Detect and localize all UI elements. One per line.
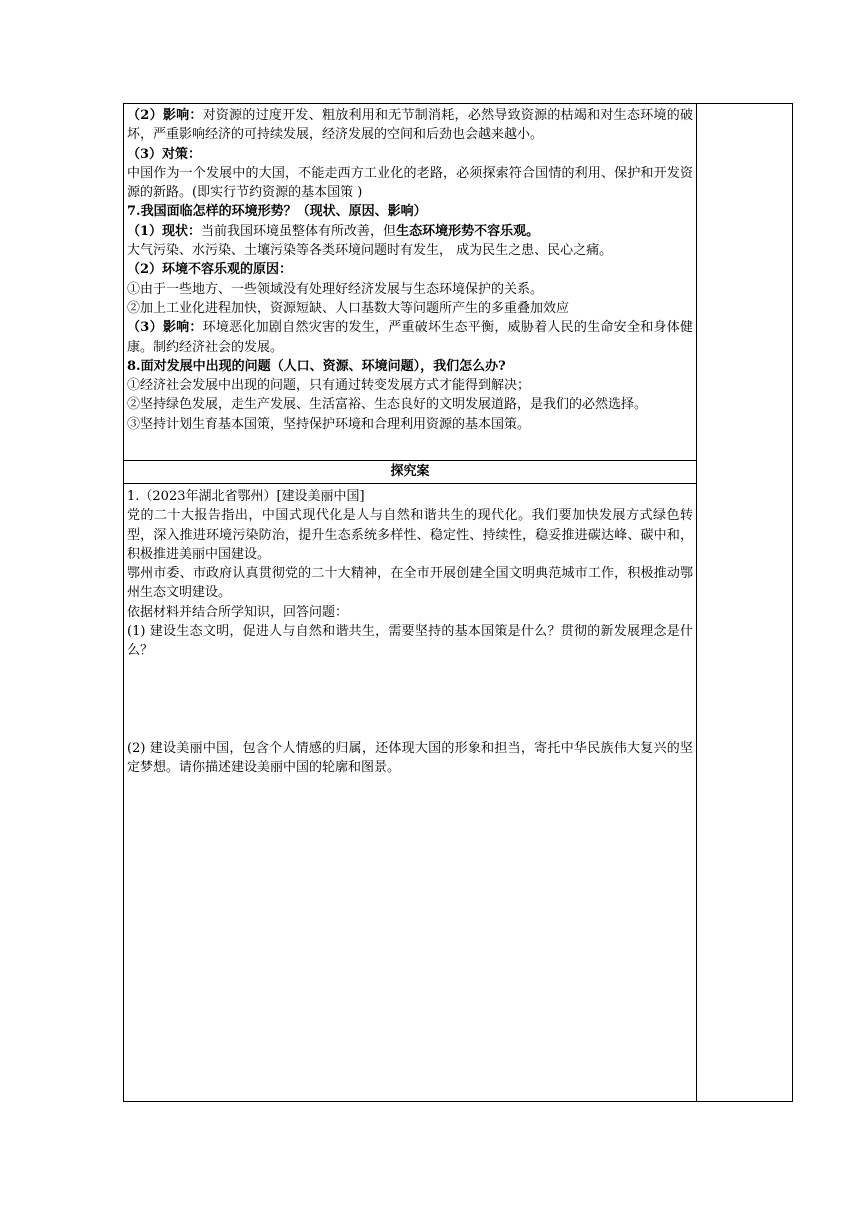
answer-item-2: ②坚持绿色发展，走生产发展、生活富裕、生态良好的文明发展道路，是我们的必然选择。 — [127, 397, 648, 413]
question-1: (1) 建设生态文明，促进人与自然和谐共生，需要坚持的基本国策是什么？贯彻的新发展理念是什么？ — [127, 624, 693, 659]
knowledge-cell — [127, 106, 693, 434]
side-column-divider — [696, 104, 697, 1101]
instruction-text: 依据材料并结合所学知识，回答问题： — [127, 604, 349, 620]
answer-space-1 — [127, 661, 693, 739]
section-header: 探究案 — [390, 464, 430, 479]
material-paragraph-1: 党的二十大报告指出，中国式现代化是人与自然和谐共生的现代化。我们要加快发展方式绿色转型，深入推进环境污染防治，提升生态系统多样性、稳定性、持续性，稳妥推进碳达峰、碳中和，积极推进美丽中国建设。 — [127, 508, 693, 562]
inquiry-title: 1.（2023年湖北省鄂州）[建设美丽中国] — [127, 489, 365, 504]
reason-item-2: ②加上工业化进程加快，资源短缺、人口基数大等问题所产生的多重叠加效应 — [127, 300, 570, 316]
row-divider — [124, 483, 696, 484]
material-paragraph-2: 鄂州市委、市政府认真贯彻党的二十大精神，在全市开展创建全国文明典范城市工作，积极推动鄂州生态文明建设。 — [127, 566, 693, 601]
worksheet-table — [123, 103, 793, 1102]
question-7: 7.我国面临怎样的环境形势？（现状、原因、影响） — [127, 204, 427, 220]
answer-item-3: ③坚持计划生育基本国策，坚持保护环境和合理利用资源的基本国策。 — [127, 416, 531, 432]
row-divider — [124, 460, 696, 461]
status-paragraph: （1）现状：当前我国环境虽整体有所改善，但生态环境形势不容乐观。 — [127, 223, 540, 239]
effect-paragraph: （3）影响：环境恶化加剧自然灾害的发生，严重破坏生态平衡，威胁着人民的生命安全和身体健康。制约经济社会的发展。 — [127, 320, 693, 355]
countermeasure-heading: （3）对策： — [127, 146, 202, 162]
inquiry-cell — [127, 487, 693, 777]
reason-heading: （2）环境不容乐观的原因： — [127, 262, 293, 278]
answer-item-1: ①经济社会发展中出现的问题，只有通过转变发展方式才能得到解决； — [127, 378, 531, 394]
countermeasure-paragraph: 中国作为一个发展中的大国，不能走西方工业化的老路，必须探索符合国情的利用、保护和开发资源的新路。(即实行节约资源的基本国策 ) — [127, 165, 693, 201]
question-8: 8.面对发展中出现的问题（人口、资源、环境问题），我们怎么办? — [127, 358, 506, 374]
question-2: (2) 建设美丽中国，包含个人情感的归属，还体现大国的形象和担当，寄托中华民族伟大复兴的坚定梦想。请你描述建设美丽中国的轮廓和图景。 — [127, 740, 693, 775]
pollution-paragraph: 大气污染、水污染、土壤污染等各类环境问题时有发生， 成为民生之患、民心之痛。 — [127, 243, 613, 259]
impact-paragraph: （2）影响：对资源的过度开发、粗放利用和无节制消耗，必然导致资源的枯竭和对生态环境的破坏，严重影响经济的可持续发展，经济发展的空间和后劲也会越来越小。 — [127, 108, 693, 143]
reason-item-1: ①由于一些地方、一些领域没有处理好经济发展与生态环境保护的关系。 — [127, 281, 544, 297]
